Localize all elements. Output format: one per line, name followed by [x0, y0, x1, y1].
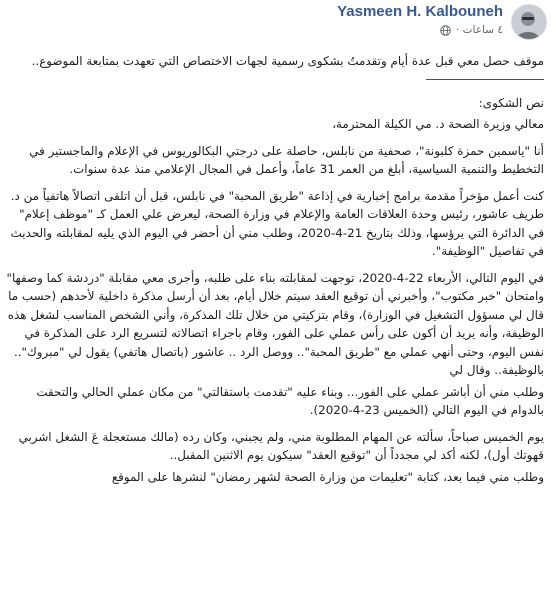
author-avatar[interactable]	[511, 4, 547, 40]
complaint-paragraph: أنا "ياسمين حمزة كلبونة"، صحفية من نابلس، حاصلة على درجتي البكالوريوس في الإعلام والماجستير في التخطيط والتنمية السياسية، أبلغ من العمر 31 عاماً، وأعمل في المجال الإعلامي منذ عدة سنوات.	[29, 143, 544, 176]
post-intro: موقف حصل معي قبل عدة أيام وتقدمتُ بشكوى رسمية لجهات الاختصاص التي تعهدت بمتابعة الموضوع..	[31, 54, 544, 68]
complaint-paragraph: في اليوم التالي، الأربعاء 22-4-2020، توجهت لمقابلته بناء على طلبه، وأجرى معي مقابلة "دردشة كما وصفها" وامتحان "خبر مكتوب"، وأخبرني أن توقيع العقد سيتم خلال أيام، بعد أن أرسل مذكرة داخلية لأحدهم (حسب ما قال لي مسؤول التشغيل في الوزارة)، وقام بتزكيتي من خلال تلك المذكرة، وأني الشخص المناسب لشغل هذه الوظيفة، وأنه يريد أن أكون على رأس عملي على الفور، وقام باجراء اتصالاته لتسريع الرد على المذكرة في نفس اليوم، وحتى أنهي عملي مع "طريق المحبة".. ووصل الرد .. عاشور (باتصال هاتفي) يقول لي "مبروك".. بالوظيفة.. وقال لي	[6, 270, 544, 377]
globe-icon	[440, 25, 451, 36]
complaint-greeting: معالي وزيرة الصحة د. مي الكيلة المحترمة،	[332, 117, 544, 131]
complaint-title: نص الشكوى:	[478, 95, 544, 110]
post-timestamp[interactable]: ٤ ساعات ·	[456, 24, 503, 36]
post-body	[6, 52, 544, 494]
author-name[interactable]: Yasmeen H. Kalbouneh	[337, 3, 503, 20]
post-header	[0, 0, 552, 46]
complaint-paragraph: وطلب مني فيما بعد، كتابة "تعليمات من وزارة الصحة لشهر رمضان" لنشرها على الموقع	[111, 469, 544, 484]
avatar-photo-icon	[511, 5, 546, 40]
complaint-paragraph: كنت أعمل مؤخراً مقدمة برامج إخبارية في إذاعة "طريق المحبة" في نابلس، قبل أن اتلقى اتصالاً هاتفياً من د. طريف عاشور، رئيس وحدة العلاقات العامة والإعلام في وزارة الصحة، ليعرض علي العمل كـ "موظف إعلام" في الدائرة التي يرؤسها، وذلك بتاريخ 21-4-2020، وطلب مني أن أحضر في اليوم الذي يليه لمقابلته والحديث في تفاصيل "الوظيفة".	[10, 188, 544, 258]
divider-line	[426, 79, 544, 80]
post-meta	[440, 24, 503, 36]
complaint-paragraph: يوم الخميس صباحاً، سألته عن المهام المطلوبة مني، ولم يجبني، وكان رده (مالك مستعجلة عَ الشغل اشربي قهوتك أول)، لكنه أكد لي مجدداً أن "توقيع العقد" سيكون يوم الاثنين المقبل..	[18, 429, 544, 462]
complaint-paragraph: وطلب مني أن أباشر عملي على الفور... وبناء عليه "تقدمت باستقالتي" من مكان عملي الحالي والتحقت بالدوام في اليوم التالي (الخميس 23-4-2020).	[36, 384, 544, 417]
